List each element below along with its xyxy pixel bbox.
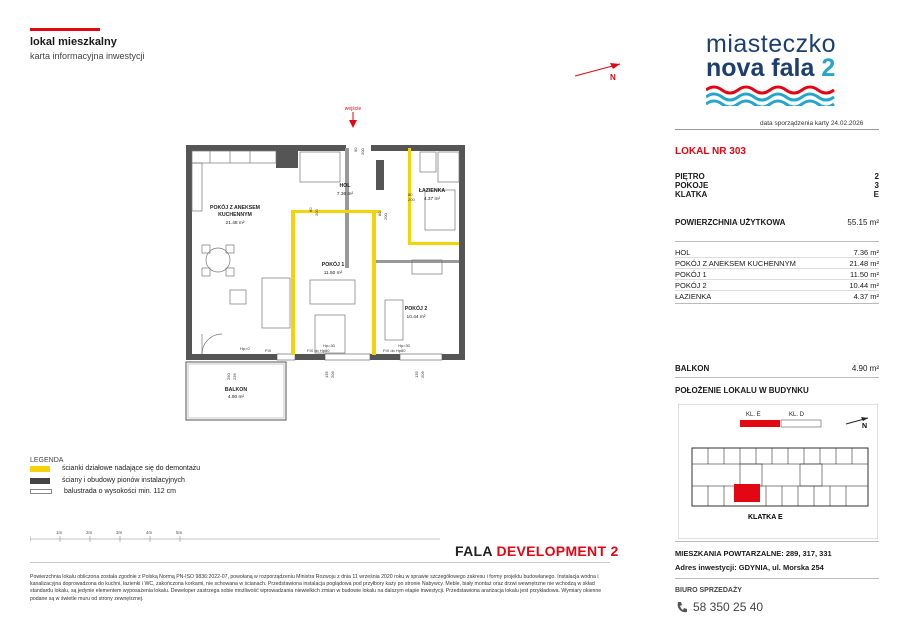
room-row — [675, 248, 879, 257]
balcony-row — [675, 364, 879, 373]
floor-plan — [180, 100, 470, 425]
lokal-number: LOKAL NR 303 — [675, 146, 746, 157]
balcony-value: 4.90 m² — [851, 364, 879, 373]
info-row-floor — [675, 172, 879, 181]
disclaimer: Powierzchnia lokalu obliczona została zgodnie z Polską Normą PN-ISO 9836:2022-07, powołaną w rozporządzeniu Ministra Rozwoju z dnia 11 września 2020 roku w sprawie szczegółowego zakresu i formy projektu budowlanego. Instalacja wodna i kanalizacyjna doprowadzona do kuchni, łazienki i WC, zakończona korkami, nie schowana w ścianach. Przedstawiona instalacja poglądowa pod przyłbory każy po stronie Nabywcy. Meble, biały montaż oraz drzwi wewnętrzne nie wchodzą w skład standardu lokalu, są jedynie elementem wyposażenia lokalu. Deweloper zastrzega sobie możliwość wprowadzania niewielkich zmian w budowie lokalu na dalszym etapie inwestycji. Przedstawiona aranżacja lokalu jest przykładowa. Wymiary okienne podane są w świetle muru od strony zewnętrznej. — [30, 574, 602, 602]
phone-number[interactable]: 58 350 25 40 — [693, 600, 764, 614]
sales-office-label: BIURO SPRZEDAŻY — [675, 587, 742, 594]
room-label: POKÓJ 2 — [675, 281, 707, 290]
area-balcony: 4.90 m² — [227, 395, 245, 400]
window-spec: FIX do Hp80 — [307, 348, 330, 353]
entrance-arrow-icon — [349, 120, 357, 128]
room-value: 21.48 m² — [849, 259, 879, 268]
room-label-kitchen: POKÓJ Z ANEKSEM — [210, 205, 260, 211]
stair-d-marker — [781, 420, 821, 427]
room-label-balcony: BALKON — [224, 387, 248, 393]
window-spec: Hp=30 — [323, 343, 335, 348]
developer-logo — [455, 543, 619, 559]
position-title-text: POŁOŻENIE LOKALU W BUDYNKU — [675, 386, 809, 395]
logo-line1: miasteczko — [706, 30, 837, 58]
divider — [675, 268, 879, 269]
info-label: KLATKA — [675, 190, 708, 199]
info-value: 2 — [874, 172, 879, 181]
window-dim: 236 — [232, 373, 237, 380]
developer-name-b: DEVELOPMENT 2 — [496, 543, 619, 559]
scale-label: 1m — [56, 530, 63, 535]
window-spec: FIX do Hp80 — [383, 348, 406, 353]
room-label: POKÓJ Z ANEKSEM KUCHENNYM — [675, 259, 796, 268]
room-label-hall: HOL — [339, 183, 351, 189]
accent-bar — [30, 28, 100, 31]
building-site-plan — [678, 404, 878, 539]
scale-label: 2m — [86, 530, 93, 535]
room-label-room1: POKÓJ 1 — [321, 262, 345, 268]
phone-icon — [676, 601, 688, 613]
legend-text: ścianki działowe nadające się do demontażu — [62, 465, 201, 472]
logo-name: nova fala — [706, 54, 815, 82]
stair-e-marker — [740, 420, 780, 427]
scale-label: 4m — [146, 530, 153, 535]
legend-swatch — [30, 478, 50, 484]
legend-item — [30, 488, 176, 495]
area-hall: 7.36 m² — [336, 192, 354, 197]
legend-text: balustrada o wysokości min. 112 cm — [64, 488, 176, 495]
repeat-units: MIESZKANIA POWTARZALNE: 289, 317, 331 — [675, 549, 832, 558]
window-dim: 206 — [330, 371, 335, 378]
scale-label: 5m — [176, 530, 183, 535]
door-width: 80 — [377, 211, 382, 216]
legend-item — [30, 477, 185, 484]
entrance-label: wejście — [344, 106, 362, 112]
site-compass-letter: N — [862, 423, 868, 430]
door-width: 90 — [353, 147, 358, 152]
area-label: POWIERZCHNIA UŻYTKOWA — [675, 218, 786, 227]
divider — [30, 562, 610, 563]
info-label: POKOJE — [675, 181, 709, 190]
legend-swatch — [30, 466, 50, 472]
logo-line2 — [706, 54, 835, 83]
position-title — [675, 386, 879, 395]
divider — [675, 541, 879, 542]
window-dim: 135 — [414, 371, 419, 378]
developer-name-a: FALA — [455, 543, 493, 559]
area-bath: 4.37 m² — [423, 197, 441, 202]
info-row-stair — [675, 190, 879, 199]
room-value: 7.36 m² — [853, 248, 879, 257]
area-value: 55.15 m² — [847, 218, 879, 227]
door-height: 200 — [314, 209, 319, 216]
balcony-label: BALKON — [675, 364, 710, 373]
document-subtitle: karta informacyjna inwestycji — [30, 51, 145, 61]
area-room1: 11.50 m² — [323, 271, 343, 276]
divider — [675, 303, 879, 304]
window-spec: Hp=0 — [240, 346, 250, 351]
room-row — [675, 292, 879, 301]
room-label-kitchen2: KUCHENNYM — [218, 212, 252, 218]
legend-title: LEGENDA — [30, 457, 64, 464]
door-height: 200 — [408, 197, 415, 202]
divider — [675, 279, 879, 280]
compass-icon — [570, 58, 630, 84]
room-value: 11.50 m² — [849, 270, 879, 279]
room-label-bath: ŁAZIENKA — [418, 188, 446, 194]
stair-e-label: KL. E — [746, 412, 761, 418]
info-label: PIĘTRO — [675, 172, 705, 181]
room-label: POKÓJ 1 — [675, 270, 707, 279]
window-spec: Hp=30 — [398, 343, 410, 348]
room-label: HOL — [675, 248, 691, 257]
info-value: 3 — [874, 181, 879, 190]
logo-waves-icon — [706, 84, 836, 106]
divider — [675, 290, 879, 291]
door-width: 80 — [308, 207, 313, 212]
door-width: 80 — [408, 192, 413, 197]
logo-number: 2 — [821, 54, 836, 82]
divider — [675, 129, 879, 130]
window-dim: 206 — [420, 371, 425, 378]
stair-d-label: KL. D — [789, 412, 805, 418]
legend-swatch — [30, 489, 52, 494]
divider — [675, 578, 879, 579]
room-row — [675, 259, 879, 268]
window-dim: 135 — [324, 371, 329, 378]
room-value: 10.44 m² — [849, 281, 879, 290]
area-kitchen: 21.48 m² — [225, 221, 245, 226]
divider — [675, 257, 879, 258]
window-dim: 250 — [226, 373, 231, 380]
compass-letter: N — [610, 73, 616, 82]
room-row — [675, 281, 879, 290]
room-label: ŁAZIENKA — [675, 292, 712, 301]
investment-address: Adres inwestycji: GDYNIA, ul. Morska 254 — [675, 563, 824, 572]
legend-text: ściany i obudowy pionów instalacyjnych — [62, 477, 185, 484]
document-kind: lokal mieszkalny — [30, 36, 117, 48]
room-label-room2: POKÓJ 2 — [404, 306, 428, 312]
door-height: 200 — [360, 148, 365, 155]
room-row — [675, 270, 879, 279]
scale-bar — [30, 527, 450, 547]
area-room2: 10.44 m² — [406, 315, 426, 320]
info-value: E — [873, 190, 879, 199]
divider — [675, 377, 879, 378]
creation-date: data sporządzenia karty 24.02.2026 — [760, 120, 864, 127]
room-value: 4.37 m² — [853, 292, 879, 301]
info-row-rooms — [675, 181, 879, 190]
scale-label: 3m — [116, 530, 123, 535]
apartment-location-marker — [734, 484, 760, 502]
window-spec: FIX — [265, 348, 272, 353]
usable-area-row — [675, 218, 879, 227]
legend-item — [30, 465, 200, 472]
divider — [675, 241, 879, 242]
door-height: 200 — [383, 213, 388, 220]
stair-label: KLATKA E — [748, 514, 783, 521]
